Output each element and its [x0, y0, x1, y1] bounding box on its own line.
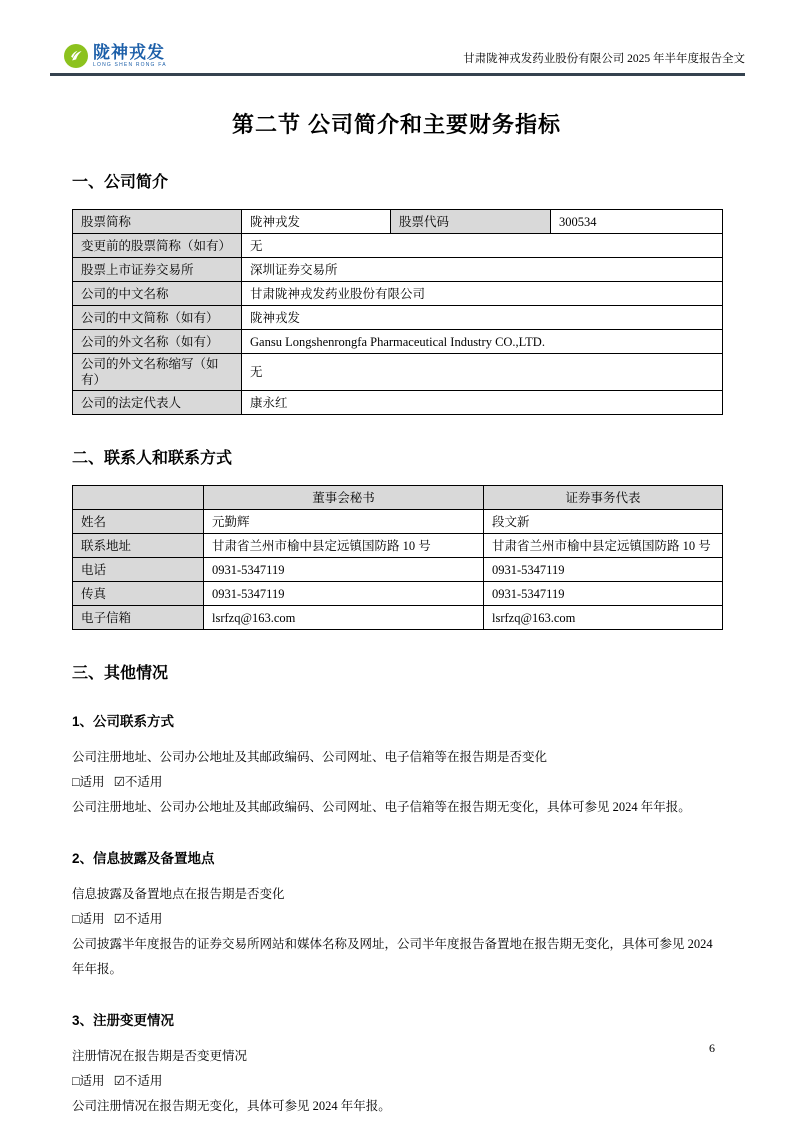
row-label: 姓名: [73, 510, 204, 534]
checkbox-applicable: □适用: [72, 912, 105, 926]
contacts-header-empty: [73, 486, 204, 510]
row-value: 甘肃省兰州市榆中县定远镇国防路 10 号: [204, 534, 484, 558]
row-value: 0931-5347119: [484, 558, 723, 582]
contacts-table: [72, 485, 723, 630]
row-label: 电子信箱: [73, 606, 204, 630]
row-label: 公司的法定代表人: [73, 391, 242, 415]
table-row: [73, 258, 723, 282]
row-label: 公司的中文名称: [73, 282, 242, 306]
applicability-options: [72, 770, 722, 795]
subsection-contact-change: [72, 710, 722, 820]
question-text: 信息披露及备置地点在报告期是否变化: [72, 887, 285, 901]
company-profile-table: [72, 209, 723, 415]
section-heading-other: 三、其他情况: [72, 665, 169, 682]
table-row: [73, 510, 723, 534]
row-label: 股票上市证券交易所: [73, 258, 242, 282]
question-text: 注册情况在报告期是否变更情况: [72, 1049, 248, 1063]
table-row: [73, 354, 723, 391]
applicability-options: [72, 1069, 722, 1094]
row-label: 公司的外文名称缩写（如有）: [73, 354, 242, 391]
logo-icon: [64, 44, 88, 68]
row-value: 甘肃陇神戎发药业股份有限公司: [242, 282, 723, 306]
answer-text: 公司披露半年度报告的证券交易所网站和媒体名称及网址，公司半年度报告备置地在报告期无变化，具体可参见 2024 年年报。: [72, 937, 713, 976]
page-number: 6: [709, 1041, 715, 1055]
subsection-heading: 1、公司联系方式: [72, 714, 175, 729]
content-column: [72, 169, 722, 1119]
row-value: 无: [242, 354, 723, 391]
row-value: 深圳证券交易所: [242, 258, 723, 282]
row-value: 康永红: [242, 391, 723, 415]
row-label: 变更前的股票简称（如有）: [73, 234, 242, 258]
stock-abbr-value: 陇神戎发: [242, 210, 391, 234]
row-label: 公司的外文名称（如有）: [73, 330, 242, 354]
table-row: [73, 582, 723, 606]
question-text: 公司注册地址、公司办公地址及其邮政编码、公司网址、电子信箱等在报告期是否变化: [72, 750, 548, 764]
table-row: [73, 534, 723, 558]
row-value: 0931-5347119: [204, 558, 484, 582]
table-row: [73, 391, 723, 415]
page-header: [50, 0, 745, 76]
table-row: [73, 606, 723, 630]
row-value: lsrfzq@163.com: [484, 606, 723, 630]
row-value: 甘肃省兰州市榆中县定远镇国防路 10 号: [484, 534, 723, 558]
subsection-heading: 3、注册变更情况: [72, 1013, 175, 1028]
section-heading-contacts: 二、联系人和联系方式: [72, 450, 233, 467]
row-value: 元勤辉: [204, 510, 484, 534]
stock-code-value: 300534: [551, 210, 723, 234]
subsection-registration-change: [72, 1009, 722, 1119]
contacts-col-header-secretary: 董事会秘书: [204, 486, 484, 510]
company-logo: [64, 44, 167, 68]
checkbox-applicable: □适用: [72, 775, 105, 789]
checkbox-applicable: □适用: [72, 1074, 105, 1088]
row-value: 0931-5347119: [204, 582, 484, 606]
checkbox-not-applicable: ☑不适用: [113, 1074, 163, 1088]
stock-code-label: 股票代码: [391, 210, 551, 234]
row-value: 0931-5347119: [484, 582, 723, 606]
contacts-col-header-representative: 证券事务代表: [484, 486, 723, 510]
answer-text: 公司注册情况在报告期无变化，具体可参见 2024 年年报。: [72, 1099, 391, 1113]
brand-name: 陇神戎发: [93, 43, 165, 62]
table-row: [73, 486, 723, 510]
table-row: [73, 558, 723, 582]
table-row: [73, 282, 723, 306]
row-label: 电话: [73, 558, 204, 582]
row-value: 陇神戎发: [242, 306, 723, 330]
checkbox-not-applicable: ☑不适用: [113, 912, 163, 926]
section-heading-company-profile: 一、公司简介: [72, 174, 169, 191]
stock-abbr-label: 股票简称: [73, 210, 242, 234]
brand-subtitle: LONG SHEN RONG FA: [93, 62, 167, 68]
row-value: lsrfzq@163.com: [204, 606, 484, 630]
answer-text: 公司注册地址、公司办公地址及其邮政编码、公司网址、电子信箱等在报告期无变化，具体可参见 2024 年年报。: [72, 800, 691, 814]
table-row: [73, 306, 723, 330]
subsection-heading: 2、信息披露及备置地点: [72, 851, 215, 866]
table-row: [73, 330, 723, 354]
header-doc-title: 甘肃陇神戎发药业股份有限公司 2025 年半年度报告全文: [463, 53, 745, 65]
checkbox-not-applicable: ☑不适用: [113, 775, 163, 789]
page-title: 第二节 公司简介和主要财务指标: [231, 112, 562, 137]
row-label: 联系地址: [73, 534, 204, 558]
table-row: [73, 210, 723, 234]
row-label: 传真: [73, 582, 204, 606]
row-label: 公司的中文简称（如有）: [73, 306, 242, 330]
row-value: 段文新: [484, 510, 723, 534]
applicability-options: [72, 907, 722, 932]
subsection-disclosure-location: [72, 847, 722, 982]
row-value: Gansu Longshenrongfa Pharmaceutical Industry CO.,LTD.: [242, 330, 723, 354]
table-row: [73, 234, 723, 258]
row-value: 无: [242, 234, 723, 258]
